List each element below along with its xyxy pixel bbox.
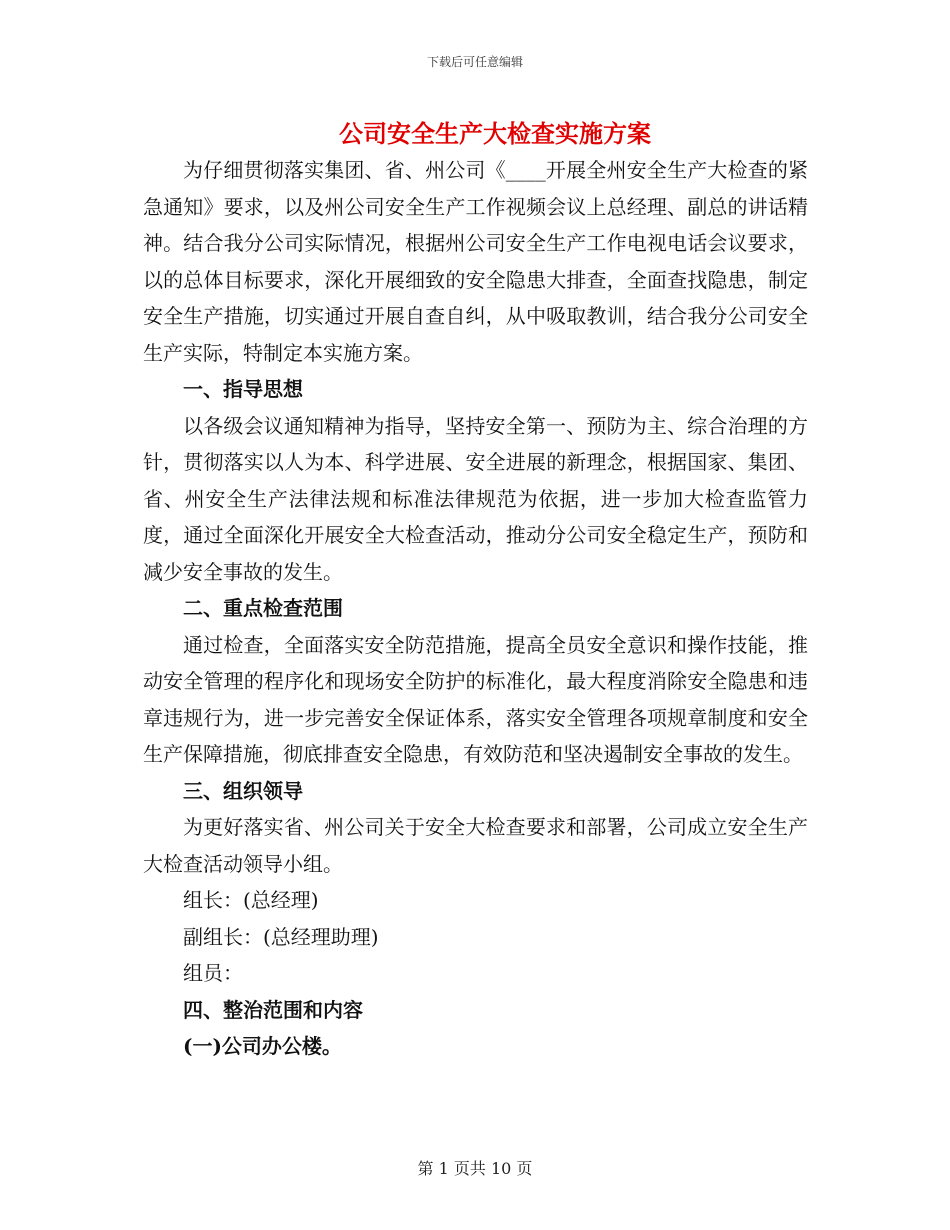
guiding-ideology-paragraph: 以各级会议通知精神为指导，坚持安全第一、预防为主、综合治理的方针，贯彻落实以人为本、科学进展、安全进展的新理念，根据国家、集团、省、州安全生产法律法规和标准法律规范为依据，进一步加大检查监管力度，通过全面深化开展安全大检查活动，推动分公司安全稳定生产，预防和减少安全事故的发生。 xyxy=(143,413,808,584)
page-footer: 第 1 页共 10 页 xyxy=(417,1159,533,1178)
document-body xyxy=(143,152,808,1065)
page-header: 下载后可任意编辑 xyxy=(426,55,523,69)
section-heading-inspection-scope: 二、重点检查范围 xyxy=(183,596,343,620)
members-line: 组员： xyxy=(183,961,243,985)
inspection-scope-paragraph: 通过检查，全面落实安全防范措施，提高全员安全意识和操作技能，推动安全管理的程序化和现场安全防护的标准化，最大程度消除安全隐患和违章违规行为，进一步完善安全保证体系，落实安全管理各项规章制度和安全生产保障措施，彻底排查安全隐患，有效防范和坚决遏制安全事故的发生。 xyxy=(143,632,808,766)
section-heading-guiding-ideology: 一、指导思想 xyxy=(183,377,303,401)
group-leader-line: 组长：(总经理) xyxy=(183,888,319,912)
section-heading-leadership: 三、组织领导 xyxy=(183,778,303,803)
deputy-leader-line: 副组长：(总经理助理) xyxy=(183,924,379,949)
subsection-office-building: (一)公司办公楼。 xyxy=(183,1034,342,1058)
intro-paragraph: 为仔细贯彻落实集团、省、州公司《____开展全州安全生产大检查的紧急通知》要求，以及州公司安全生产工作视频会议上总经理、副总的讲话精神。结合我分公司实际情况，根据州公司安全生产工作电视电话会议要求，以的总体目标要求，深化开展细致的安全隐患大排查，全面查找隐患，制定安全生产措施，切实通过开展自查自纠，从中吸取教训，结合我分公司安全生产实际，特制定本实施方案。 xyxy=(143,158,808,365)
leadership-paragraph: 为更好落实省、州公司关于安全大检查要求和部署，公司成立安全生产大检查活动领导小组。 xyxy=(143,815,808,876)
document-title: 公司安全生产大检查实施方案 xyxy=(339,119,651,148)
section-heading-rectification-scope: 四、整治范围和内容 xyxy=(183,997,363,1022)
